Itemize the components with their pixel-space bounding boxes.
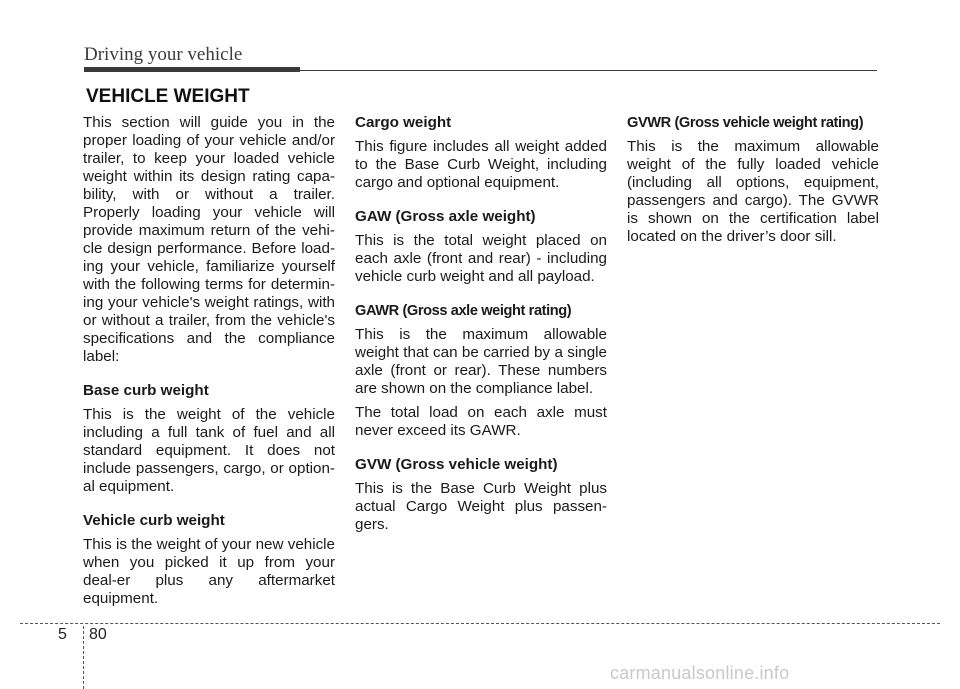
header-rule-thin [300, 70, 877, 71]
cargo-weight-text: This figure includes all weight added to the Base Curb Weight, including cargo and optional equipment. [355, 138, 607, 191]
gvwr-heading: GVWR (Gross vehicle weight rating) [627, 115, 864, 131]
vehicle-curb-weight-text: This is the weight of your new vehicle when you picked it up from your deal-er plus any aftermarket equipment. [83, 536, 335, 607]
chapter-title: Driving your vehicle [84, 44, 243, 65]
gawr-heading: GAWR (Gross axle weight rating) [355, 303, 572, 319]
gawr-text-1: This is the maximum allowable weight that can be carried by a single axle (front or rear). These numbers are shown on the compliance label. [355, 326, 607, 397]
gvw-text: This is the Base Curb Weight plus actual Cargo Weight plus passen-gers. [355, 480, 607, 533]
base-curb-weight-heading: Base curb weight [83, 382, 209, 399]
footer-vertical-divider [83, 626, 84, 689]
footer-divider [20, 623, 940, 624]
column-1 [83, 114, 335, 624]
cargo-weight-heading: Cargo weight [355, 114, 452, 131]
section-title: VEHICLE WEIGHT [86, 86, 250, 107]
page-number: 80 [89, 626, 107, 643]
gawr-text-2: The total load on each axle must never exceed its GAWR. [355, 404, 607, 439]
watermark: carmanualsonline.info [610, 663, 790, 683]
base-curb-weight-text: This is the weight of the vehicle including a full tank of fuel and all standard equipment. It does not include passengers, cargo, or option-al equipment. [83, 406, 335, 495]
column-2 [355, 114, 607, 550]
gaw-heading: GAW (Gross axle weight) [355, 208, 536, 225]
header-rule-thick [84, 67, 300, 72]
vehicle-curb-weight-heading: Vehicle curb weight [83, 512, 225, 529]
column-3 [627, 114, 879, 262]
chapter-number: 5 [58, 626, 67, 643]
gaw-text: This is the total weight placed on each axle (front and rear) - including vehicle curb weight and all payload. [355, 232, 607, 285]
intro-paragraph: This section will guide you in the proper loading of your vehicle and/or trailer, to keep your loaded vehicle weight within its design rating capa-bility, with or without a trailer. Properly loading your vehicle will provide maximum return of the vehi-cle design performance. Before load-ing your vehicle, familiarize yourself with the following terms for determin-ing your vehicle's weight ratings, with or without a trailer, from the vehicle's specifications and the compliance label: [83, 114, 335, 365]
gvwr-text: This is the maximum allowable weight of the fully loaded vehicle (including all options, equipment, passengers and cargo). The GVWR is shown on the certification label located on the driver’s door sill. [627, 138, 879, 245]
gvw-heading: GVW (Gross vehicle weight) [355, 456, 558, 473]
